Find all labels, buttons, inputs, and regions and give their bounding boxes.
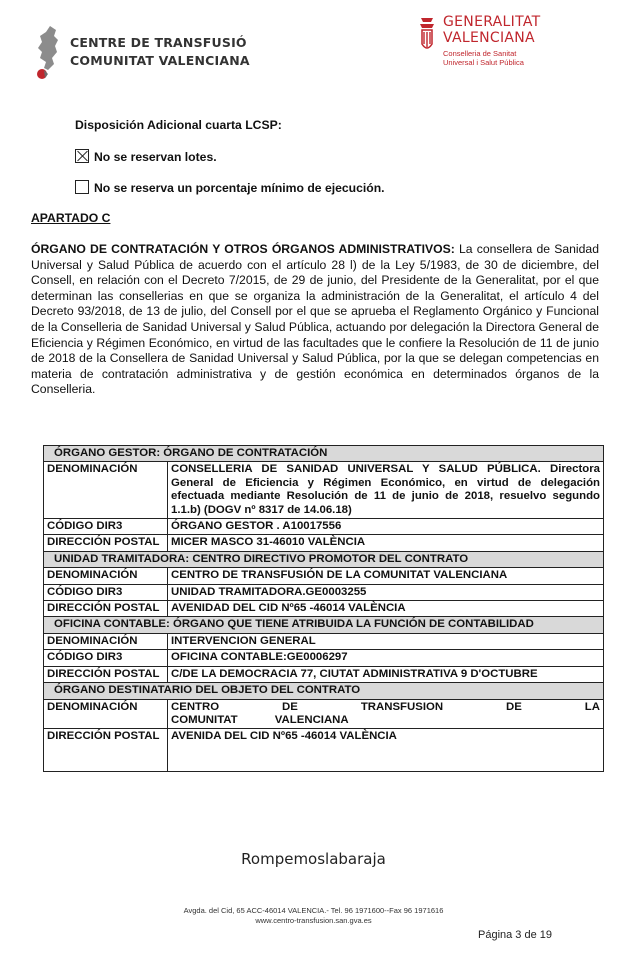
- row-value: AVENIDAD DEL CID Nº65 -46014 VALÈNCIA: [168, 601, 604, 617]
- section-header-row: [44, 683, 604, 699]
- row-label: DIRECCIÓN POSTAL: [44, 729, 168, 772]
- region-map-logo-icon: [30, 24, 64, 84]
- section-header-row: [44, 617, 604, 633]
- org-line-1: CENTRE DE TRANSFUSIÓ: [70, 35, 247, 50]
- table-row: [44, 462, 604, 519]
- section-header-row: [44, 446, 604, 462]
- table-row: [44, 699, 604, 729]
- header-left: [30, 24, 250, 84]
- row-label: DENOMINACIÓN: [44, 462, 168, 519]
- watermark-name: Rompemoslabaraja: [241, 850, 386, 868]
- row-label: DIRECCIÓN POSTAL: [44, 535, 168, 551]
- row-label: CÓDIGO DIR3: [44, 519, 168, 535]
- row-label: DENOMINACIÓN: [44, 633, 168, 649]
- option-no-porcentaje-label: No se reserva un porcentaje mínimo de ejecución.: [94, 181, 385, 195]
- table-row: [44, 568, 604, 584]
- table-row: [44, 535, 604, 551]
- table-row: [44, 729, 604, 772]
- table-row: [44, 519, 604, 535]
- footer-address: [0, 906, 627, 926]
- row-value: ÓRGANO GESTOR . A10017556: [168, 519, 604, 535]
- row-value: MICER MASCO 31-46010 VALÈNCIA: [168, 535, 604, 551]
- table-row: [44, 650, 604, 666]
- row-value: CENTRO DE TRANSFUSION DE LA COMUNITAT VALENCIANA: [168, 699, 604, 729]
- conselleria-name: [443, 49, 541, 67]
- row-value: CONSELLERIA DE SANIDAD UNIVERSAL Y SALUD PÚBLICA. Directora General de Eficiencia y Régimen Económico, en virtud de delegación efectuada mediante Resolución de 11 de junio de 2018, resuelvo segundo 1.1.b) (DOGV nº 8317 de 14.06.18): [168, 462, 604, 519]
- section-header: ÓRGANO GESTOR: ÓRGANO DE CONTRATACIÓN: [44, 446, 604, 462]
- row-value: AVENIDA DEL CID Nº65 -46014 VALÈNCIA: [168, 729, 604, 772]
- row-label: DIRECCIÓN POSTAL: [44, 666, 168, 682]
- row-value: CENTRO DE TRANSFUSIÓN DE LA COMUNITAT VALENCIANA: [168, 568, 604, 584]
- section-header-row: [44, 551, 604, 567]
- row-label: DIRECCIÓN POSTAL: [44, 601, 168, 617]
- apartado-title: APARTADO C: [31, 211, 111, 225]
- row-value: OFICINA CONTABLE:GE0006297: [168, 650, 604, 666]
- generalitat-emblem-icon: [417, 14, 437, 56]
- organos-table: [43, 445, 604, 772]
- checkbox-checked[interactable]: [75, 149, 89, 163]
- section-header: ÓRGANO DESTINATARIO DEL OBJETO DEL CONTRATO: [44, 683, 604, 699]
- header-right: [417, 14, 541, 67]
- row-label: CÓDIGO DIR3: [44, 650, 168, 666]
- conselleria-line-2: Universal i Salut Pública: [443, 58, 524, 67]
- table-row: [44, 584, 604, 600]
- option-no-lotes: [75, 149, 627, 166]
- apartado-text: La consellera de Sanidad Universal y Salud Pública de acuerdo con el artículo 28 l) de la Ley 5/1983, de 30 de diciembre, del Consell, en relación con el Decreto 7/2015, de 29 de junio, del Presidente de la Generalitat, por el que determinan las consellerias en que se organiza la administración de la Generalitat, el artículo 4 del Decreto 93/2018, de 13 de julio, del Consell por el que se aprueba el Reglamento Orgánico y Funcional de la Conselleria de Sanidad Universal y Salud Pública, actuando por delegación la Directora General de Eficiencia y Régimen Económico, en virtud de las facultades que le confiere la Resolución de 11 de junio de 2018 de la Consellera de Sanidad Universal y Salud Pública, por la que se delegan competencias en materia de contratación administrativa y de gestión económica en determinados órganos de la Conselleria.: [31, 242, 599, 397]
- section-header: UNIDAD TRAMITADORA: CENTRO DIRECTIVO PROMOTOR DEL CONTRATO: [44, 551, 604, 567]
- conselleria-line-1: Conselleria de Sanitat: [443, 49, 517, 58]
- generalitat-title-1: GENERALITAT: [443, 14, 541, 30]
- option-no-lotes-label: No se reservan lotes.: [94, 150, 217, 164]
- page-number: Página 3 de 19: [478, 929, 553, 941]
- org-line-2: COMUNITAT VALENCIANA: [70, 53, 250, 68]
- footer-address-line: Avgda. del Cid, 65 ACC-46014 VALENCIA.- Tel. 96 1971600--Fax 96 1971616: [183, 906, 444, 915]
- section-header: OFICINA CONTABLE: ÓRGANO QUE TIENE ATRIBUIDA LA FUNCIÓN DE CONTABILIDAD: [44, 617, 604, 633]
- generalitat-title-2: VALENCIANA: [443, 30, 535, 46]
- row-value: UNIDAD TRAMITADORA.GE0003255: [168, 584, 604, 600]
- row-label: DENOMINACIÓN: [44, 699, 168, 729]
- checkbox-unchecked[interactable]: [75, 180, 89, 194]
- row-label: CÓDIGO DIR3: [44, 584, 168, 600]
- row-value: C/DE LA DEMOCRACIA 77, CIUTAT ADMINISTRATIVA 9 D'OCTUBRE: [168, 666, 604, 682]
- table-row: [44, 666, 604, 682]
- table-row: [44, 633, 604, 649]
- row-value: INTERVENCION GENERAL: [168, 633, 604, 649]
- generalitat-text: [443, 14, 541, 67]
- apartado-heading: ÓRGANO DE CONTRATACIÓN Y OTROS ÓRGANOS ADMINISTRATIVOS:: [31, 242, 455, 256]
- table-row: [44, 601, 604, 617]
- apartado-paragraph: [31, 242, 599, 398]
- option-no-porcentaje: [75, 180, 627, 197]
- footer-website: www.centro-transfusion.san.gva.es: [255, 916, 372, 925]
- row-label: DENOMINACIÓN: [44, 568, 168, 584]
- org-name: [70, 34, 250, 70]
- disposicion-title: Disposición Adicional cuarta LCSP:: [75, 118, 282, 132]
